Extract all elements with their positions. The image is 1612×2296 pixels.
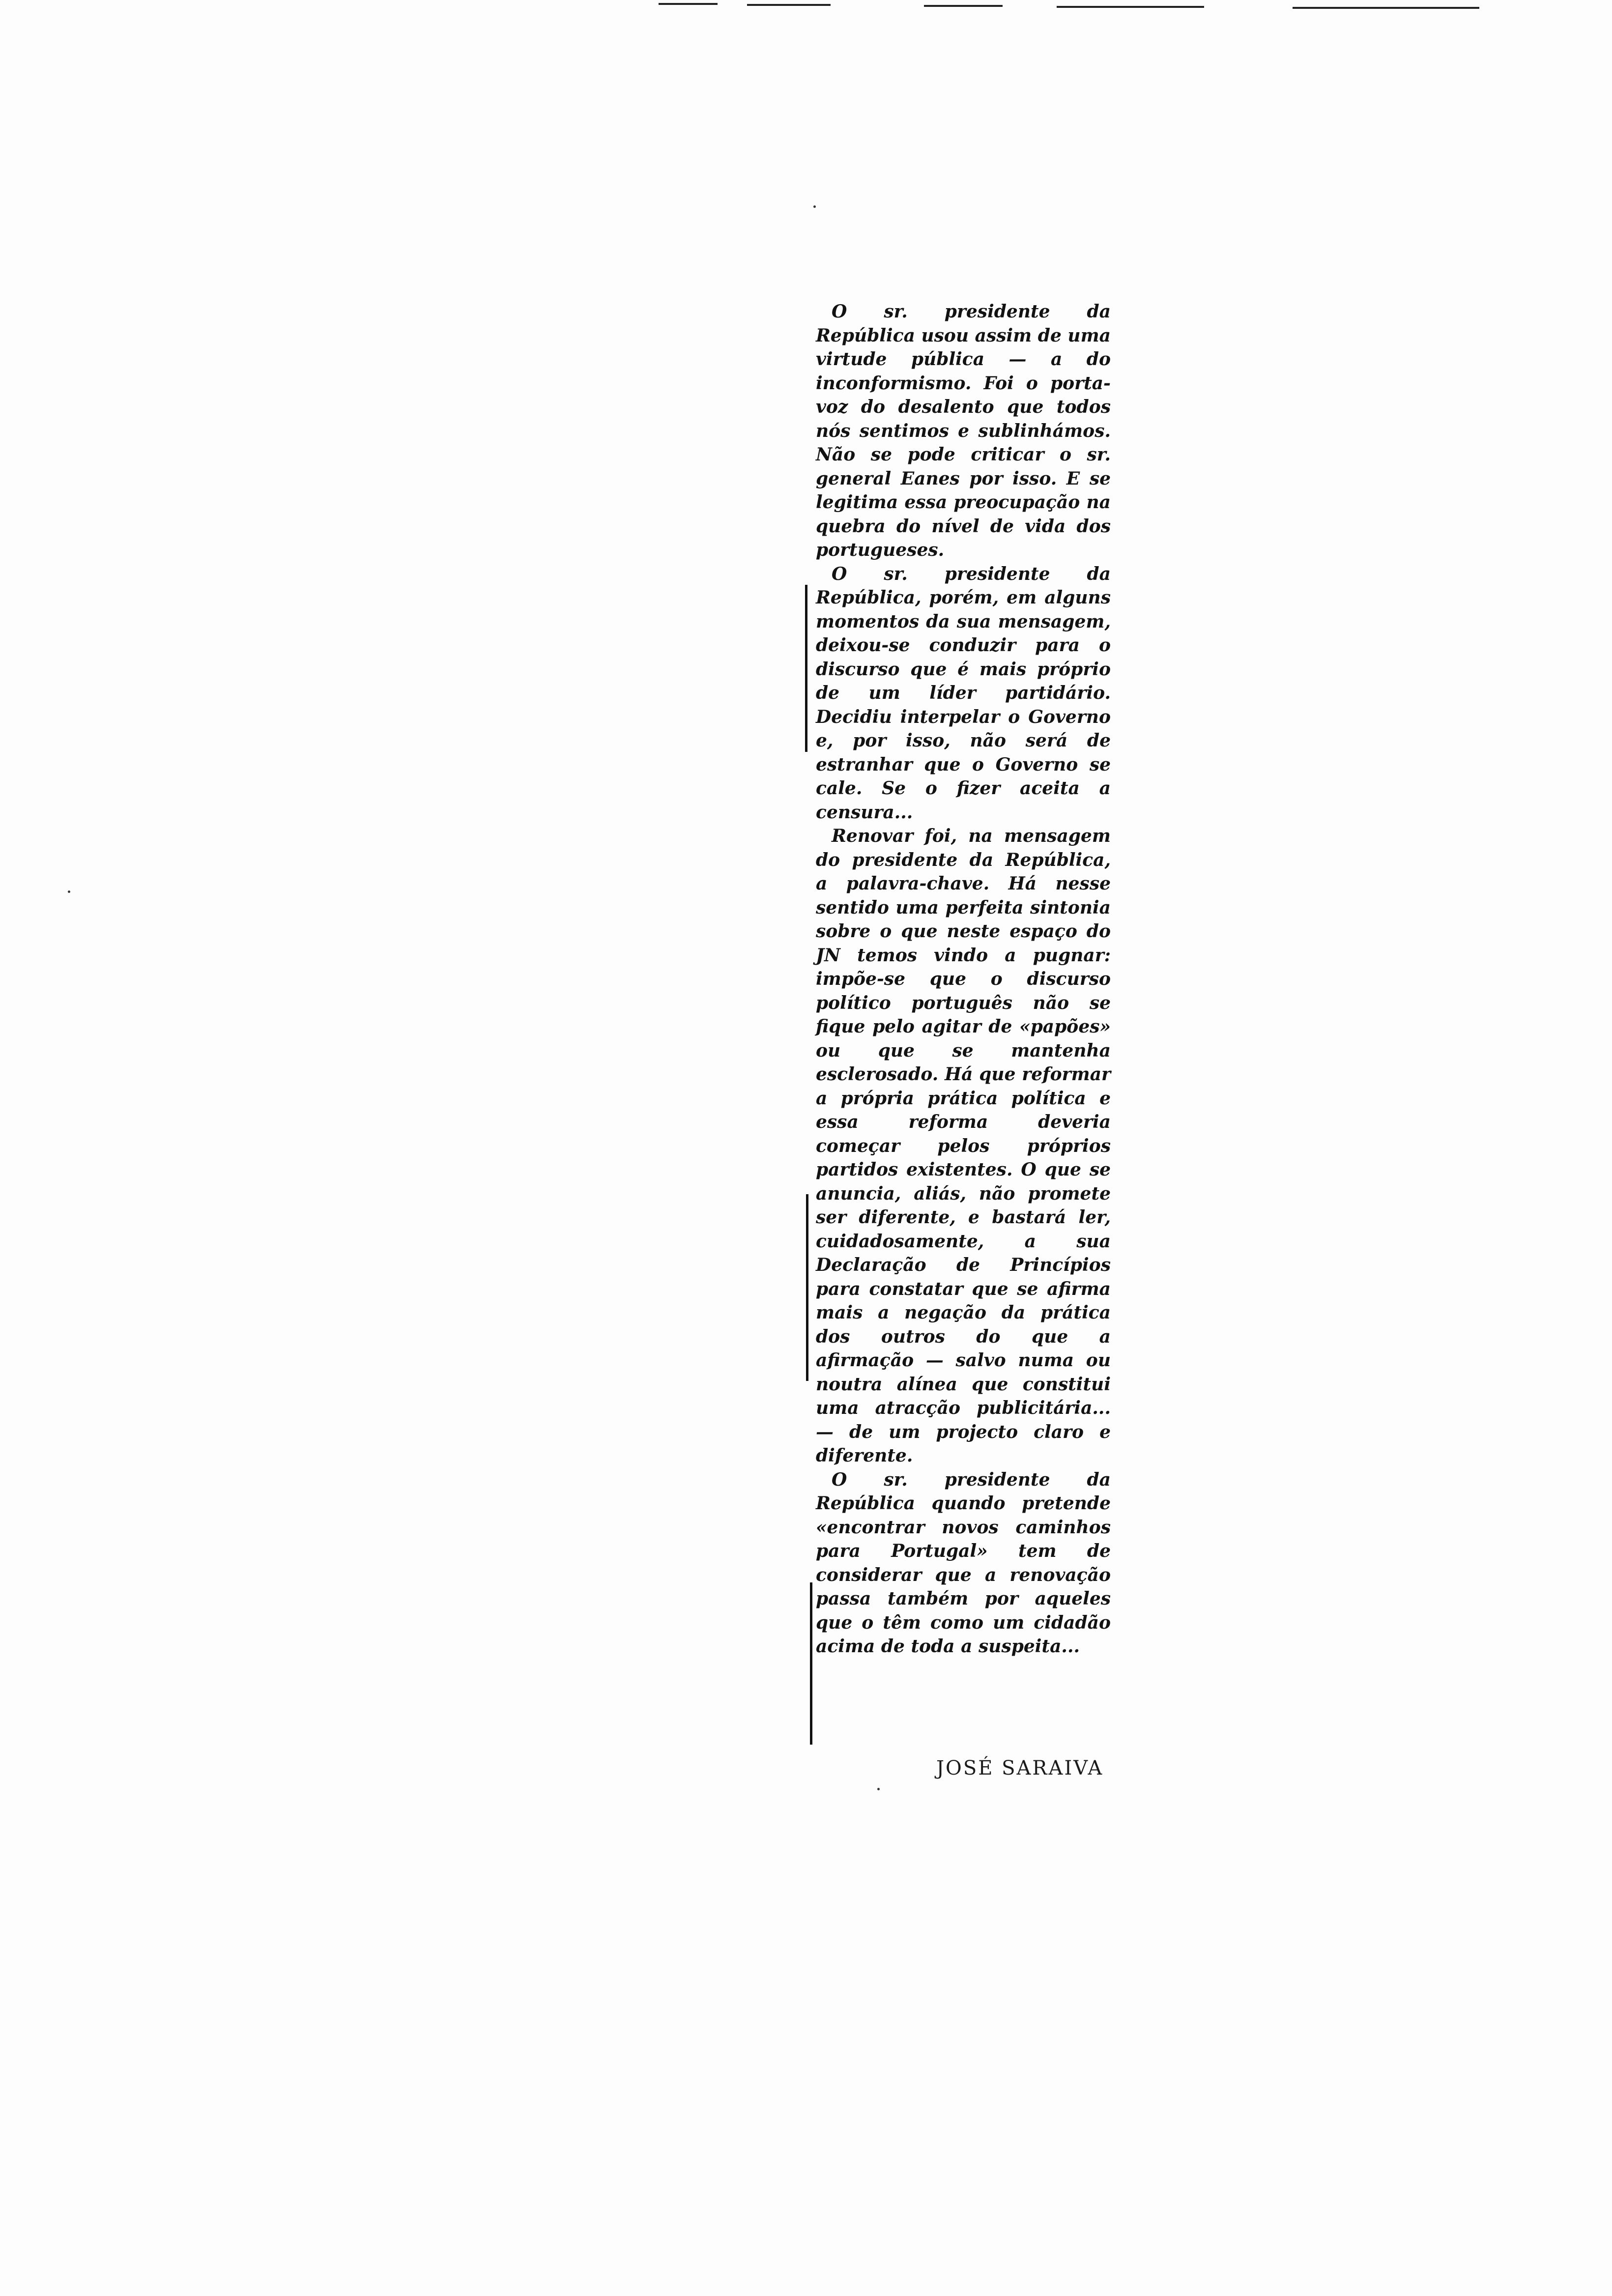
clipping-edge — [805, 585, 807, 752]
scan-streak — [747, 4, 831, 6]
scan-streak — [1293, 7, 1479, 9]
scan-speck — [68, 890, 70, 893]
clipping-edge — [810, 1582, 812, 1745]
article-column — [816, 300, 1111, 1659]
scan-speck — [813, 205, 816, 208]
scan-speck — [877, 1788, 880, 1790]
scan-streak — [1057, 6, 1204, 8]
article-paragraph: Renovar foi, na mensagem do presidente da República, a palavra-chave. Há nesse sentido uma perfeita sintonia sobre o que neste espaço do JN temos vindo a pugnar: impõe-se que o discurso político português não se fique pelo agitar de «papões» ou que se mantenha esclerosado. Há que reformar a própria prática política e essa reforma deveria começar pelos próprios partidos existentes. O que se anuncia, aliás, não promete ser diferente, e bastará ler, cuidadosamente, a sua Declaração de Princípios para constatar que se afirma mais a negação da prática dos outros do que a afirmação — salvo numa ou noutra alínea que constitui uma atracção publicitária... — de um projecto claro e diferente. — [816, 826, 1111, 1466]
author-signature: JOSÉ SARAIVA — [936, 1757, 1104, 1779]
clipping-edge — [806, 1194, 808, 1381]
article-paragraph: O sr. presidente da República quando pretende «encontrar novos caminhos para Portugal» tem de considerar que a renovação passa também por aqueles que o têm como um cidadão acima de toda a suspeita... — [816, 1469, 1111, 1657]
article-paragraph: O sr. presidente da República, porém, em alguns momentos da sua mensagem, deixou-se conduzir para o discurso que é mais próprio de um líder partidário. Decidiu interpelar o Governo e, por isso, não será de estranhar que o Governo se cale. Se o fizer aceita a censura... — [816, 563, 1111, 823]
article-paragraph: O sr. presidente da República usou assim de uma virtude pública — a do inconformismo. Foi o porta-voz do desalento que todos nós sentimos e sublinhámos. Não se pode criticar o sr. general Eanes por isso. E se legitima essa preocupação na quebra do nível de vida dos portugueses. — [816, 301, 1111, 560]
scan-streak — [924, 5, 1003, 7]
scan-streak — [659, 3, 718, 5]
